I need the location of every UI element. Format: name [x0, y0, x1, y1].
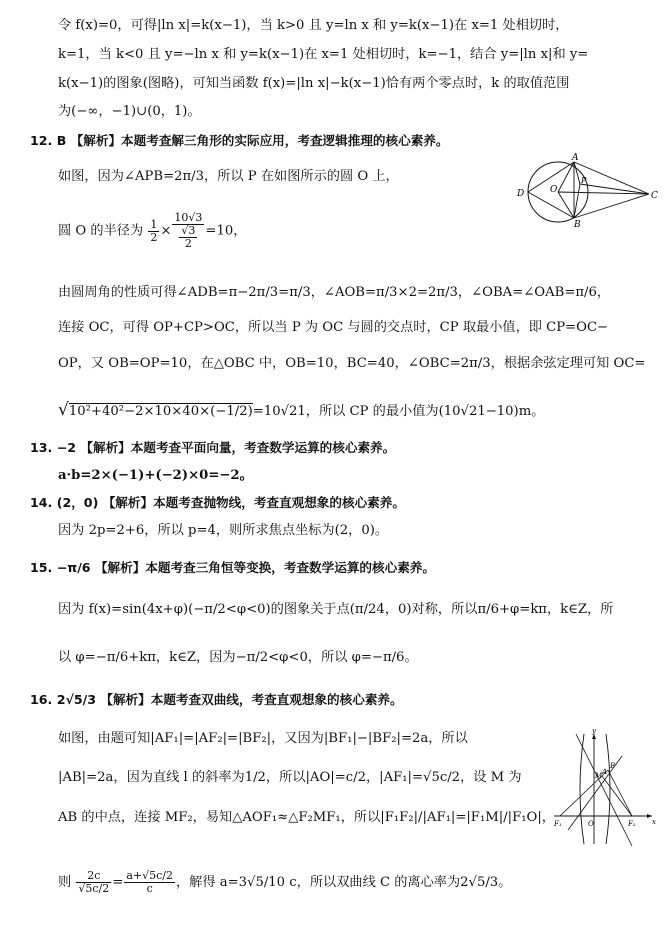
eccentricity-line: 则 $\frac{2c}{√5c/2}$ = $\frac{a+√5c/2}{c}$ ，解得 a=3√5/10 c，所以双曲线 C 的离心率为2√5/3。	[58, 869, 512, 895]
cosine-result: =10√21，所以 CP 的最小值为(10√21−10)m。	[252, 404, 545, 419]
question-15-heading: 15. −π/6 【解析】本题考查三角恒等变换，考查数学运算的核心素养。	[30, 560, 435, 575]
axis-x-label: x	[652, 818, 656, 826]
label-C: C	[651, 191, 658, 201]
label-A: A	[572, 153, 579, 163]
circle-figure	[512, 150, 660, 228]
cosine-law-line	[58, 400, 544, 422]
question-14-heading: 14. (2，0) 【解析】本题考查抛物线，考查直观想象的核心素养。	[30, 495, 405, 510]
axis-y-label: y	[592, 728, 596, 735]
question-13-heading: 13. −2 【解析】本题考查平面向量，考查数学运算的核心素养。	[30, 440, 396, 455]
fraction-half: $\frac{1}{2}$	[150, 217, 158, 244]
fraction-radius: $\frac{10√3}{\frac{√3}{2}}$	[174, 211, 203, 250]
text-line: k(x−1)的图象(图略)，可知当函数 f(x)=|ln x|−k(x−1)恰有两个零点时，k 的取值范围	[58, 76, 570, 91]
text-line: OP，又 OB=OP=10，在△OBC 中，OB=10，BC=40，∠OBC=2π/3，根据余弦定理可知 OC=	[58, 356, 646, 371]
sqrt-symbol: √	[58, 400, 69, 420]
label-B: B	[574, 220, 581, 228]
label-B: B	[610, 762, 616, 770]
fraction-left: $\frac{2c}{√5c/2}$	[78, 869, 110, 895]
then-text: 则	[58, 875, 72, 890]
label-D: D	[517, 189, 525, 199]
text-line: 以 φ=−π/6+kπ，k∈Z，因为−π/2<φ<0，所以 φ=−π/6。	[58, 650, 418, 665]
text-line: 因为 2p=2+6，所以 p=4，则所求焦点坐标为(2，0)。	[58, 523, 389, 538]
text-line: AB 的中点，连接 MF₂，易知△AOF₁≈△F₂MF₁，所以|F₁F₂|/|AF₁|=|F₁M|/|F₁O|，	[58, 810, 555, 825]
hyperbola-figure	[548, 728, 658, 848]
text-line: 连接 OC，可得 OP+CP>OC，所以当 P 为 OC 与圆的交点时，CP 取最小值，即 CP=OC−	[58, 320, 609, 335]
text-line: 为(−∞，−1)∪(0，1)。	[58, 104, 201, 119]
question-16-heading: 16. 2√5/3 【解析】本题考查双曲线，考查直观想象的核心素养。	[30, 692, 403, 707]
label-A: A	[602, 768, 608, 776]
text-line: 因为 f(x)=sin(4x+φ)(−π/2<φ<0)的图象关于点(π/24，0)对称，所以π/6+φ=kπ，k∈Z，所	[58, 602, 614, 617]
text-line: 由圆周角的性质可得∠ADB=π−2π/3=π/3，∠AOB=π/3×2=2π/3，∠OBA=∠OAB=π/6，	[58, 285, 611, 300]
eccentricity-result: ，解得 a=3√5/10 c，所以双曲线 C 的离心率为2√5/3。	[175, 875, 512, 890]
text-line: |AB|=2a，因为直线 l 的斜率为1/2，所以|AO|=c/2，|AF₁|=√5c/2，设 M 为	[58, 770, 522, 785]
label-M: M	[595, 772, 603, 780]
label-F2: F₂	[628, 820, 636, 828]
label-O: O	[588, 820, 594, 828]
label-P: P	[581, 176, 587, 185]
text-line: 令 f(x)=0，可得|ln x|=k(x−1)，当 k>0 且 y=ln x 和 y=k(x−1)在 x=1 处相切时，	[58, 18, 569, 33]
text-line: a·b=2×(−1)+(−2)×0=−2。	[58, 468, 253, 483]
text-line: k=1，当 k<0 且 y=−ln x 和 y=k(x−1)在 x=1 处相切时，k=−1，结合 y=|ln x|和 y=	[58, 47, 589, 62]
radius-line: 圆 O 的半径为 $\frac{1}{2}$ × $\frac{10√3}{\frac{√3}{2}}$ =10，	[58, 211, 247, 250]
radius-text: 圆 O 的半径为	[58, 223, 144, 239]
question-12-heading: 12. B 【解析】本题考查解三角形的实际应用，考查逻辑推理的核心素养。	[30, 133, 449, 148]
sqrt-radicand: 10²+40²−2×10×40×(−1/2)	[68, 404, 253, 419]
fraction-right: $\frac{a+√5c/2}{c}$	[126, 869, 173, 895]
label-F1: F₁	[554, 820, 562, 828]
label-O: O	[550, 185, 558, 195]
text-line: 如图，由题可知|AF₁|=|AF₂|=|BF₂|，又因为|BF₁|−|BF₂|=2a，所以	[58, 731, 468, 746]
text-line: 如图，因为∠APB=2π/3，所以 P 在如图所示的圆 O 上，	[58, 169, 399, 184]
radius-result: =10，	[205, 223, 247, 239]
